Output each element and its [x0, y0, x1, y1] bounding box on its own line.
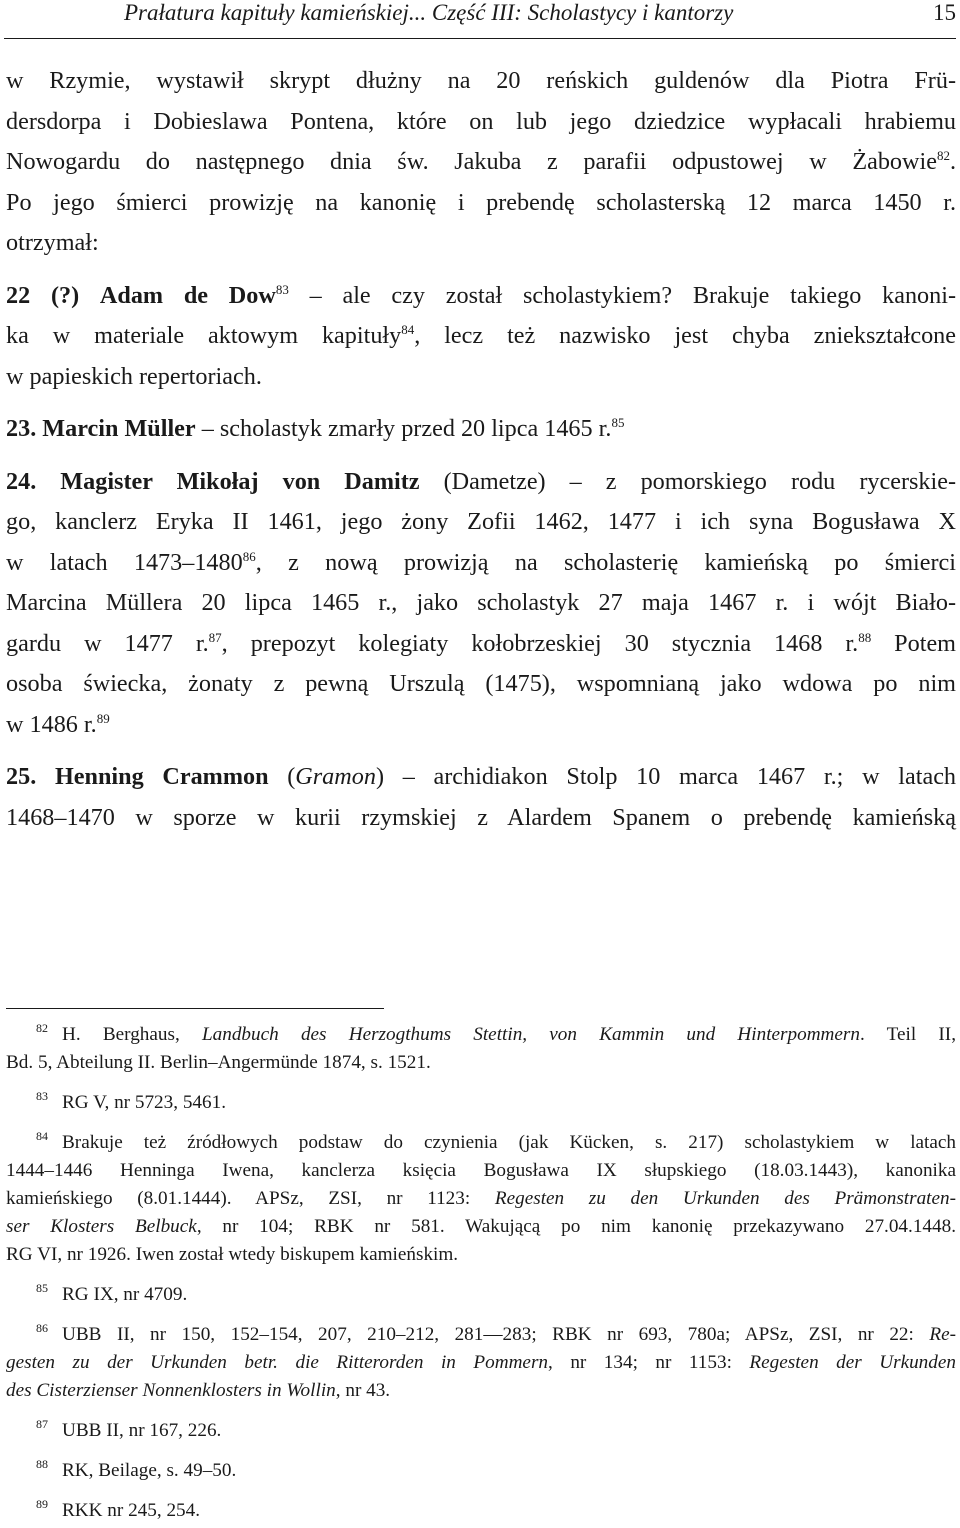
- footnote-86: 86 UBB II, nr 150, 152–154, 207, 210–212, 281—283; RBK nr 693, 780a; APSz, ZSI, nr 22: Re-: [6, 1321, 956, 1349]
- footnote-ref: 89: [96, 710, 110, 726]
- footnote-number: 89: [36, 1497, 48, 1511]
- text-line: Marcina Müllera 20 lipca 1465 r., jako scholastyk 27 maja 1467 r. i wójt Biało-: [6, 589, 956, 616]
- footnote-rule: [6, 1008, 384, 1009]
- text-line: w latach 1473–1480$^{86}$, z nową prowizją na scholasterię kamieńską po śmierci: [6, 548, 956, 576]
- text-line: osoba świecka, żonaty z pewną Urszulą (1475), wspomnianą jako wdowa po nim: [6, 670, 956, 697]
- text-line: Po jego śmierci prowizję na kanonię i prebendę scholasterską 12 marca 1450 r.: [6, 188, 956, 216]
- header-rule: [4, 38, 956, 39]
- footnote-line: RG VI, nr 1926. Iwen został wtedy biskupem kamieńskim.: [6, 1244, 459, 1265]
- text-line: gardu w 1477 r.$^{87}$, prepozyt kolegiaty kołobrzeskiej 30 stycznia 1468 r.$^{88}$ Potem: [6, 629, 956, 657]
- footnote-ref: 84: [401, 322, 415, 337]
- text-line: Nowogardu do następnego dnia św. Jakuba z parafii odpustowej w Żabowie$^{82}$.: [6, 148, 956, 175]
- footnote-line: gesten zu der Urkunden betr. die Ritterorden in Pommern, nr 134; nr 1153: Regesten der Urkunden: [6, 1352, 956, 1373]
- footnote-ref: 85: [611, 415, 625, 430]
- page-number: 15: [933, 0, 956, 25]
- text-line: w papieskich repertoriach.: [6, 362, 262, 390]
- footnote-85: 85 RG IX, nr 4709.: [6, 1281, 956, 1309]
- footnotes: [6, 1021, 956, 1525]
- footnote-82: 82 H. Berghaus, Landbuch des Herzogthums Stettin, von Kammin und Hinterpommern. Teil II,: [6, 1021, 956, 1049]
- footnote-line: Bd. 5, Abteilung II. Berlin–Angermünde 1874, s. 1521.: [6, 1052, 431, 1073]
- footnote-ref: 83: [275, 281, 289, 297]
- text-line: ka w materiale aktowym kapituły$^{84}$, lecz też nazwisko jest chyba zniekształcone: [6, 322, 956, 349]
- entry-24-line: 24. Magister Mikołaj von Damitz (Dametze) – z pomorskiego rodu rycerskie-: [6, 467, 957, 495]
- footnote-number: 87: [36, 1417, 48, 1431]
- entry-name: Henning Crammon: [54, 763, 269, 790]
- entry-number: 23.: [6, 415, 37, 442]
- text-line: go, kanclerz Eryka II 1461, jego żony Zofii 1462, 1477 i ich syna Bogusława X: [6, 508, 956, 535]
- main-text: [6, 61, 956, 838]
- entry-name: Magister Mikołaj von Damitz: [60, 467, 420, 495]
- entry-number: 22 (?): [6, 281, 80, 309]
- footnote-83: 83 RG V, nr 5723, 5461.: [6, 1089, 956, 1117]
- footnote-ref: 82: [936, 148, 950, 163]
- text-line: 1468–1470 w sporze w kurii rzymskiej z Alardem Spanem o prebendę kamieńską: [6, 803, 956, 831]
- footnote-ref: 88: [858, 629, 872, 645]
- footnote-number: 85: [36, 1281, 48, 1295]
- footnote-line: des Cisterzienser Nonnenklosters in Wollin, nr 43.: [6, 1380, 391, 1401]
- footnote-ref: 86: [242, 548, 256, 564]
- footnote-number: 83: [36, 1089, 48, 1103]
- entry-name: Marcin Müller: [42, 415, 196, 442]
- entry-number: 25.: [6, 763, 37, 790]
- footnote-number: 86: [36, 1321, 48, 1335]
- entry-23-line: 23. Marcin Müller – scholastyk zmarły przed 20 lipca 1465 r.$^{85}$: [6, 415, 625, 442]
- entry-22-line: 22 (?) Adam de Dow$^{83}$ – ale czy został scholastykiem? Brakuje takiego kanoni-: [6, 281, 956, 309]
- text-line: dersdorpa i Dobieslawa Pontena, które on lub jego dziedzice wypłacali hrabiemu: [6, 107, 956, 135]
- footnote-89: 89 RKK nr 245, 254.: [6, 1497, 956, 1525]
- footnote-line: ser Klosters Belbuck, nr 104; RBK nr 581. Wakującą po nim kanonię przekazywano 27.04.1448.: [6, 1216, 956, 1237]
- footnote-number: 82: [36, 1021, 48, 1035]
- footnote-87: 87 UBB II, nr 167, 226.: [6, 1417, 956, 1445]
- footnote-84: 84 Brakuje też źródłowych podstaw do czynienia (jak Kücken, s. 217) scholastykiem w latach: [6, 1129, 956, 1157]
- running-header: [4, 0, 956, 38]
- footnote-line: kamieńskiego (8.01.1444). APSz, ZSI, nr 1123: Regesten zu den Urkunden des Prämonstraten-: [6, 1188, 957, 1209]
- running-title: Prałatura kapituły kamieńskiej... Część III: Scholastycy i kantorzy: [124, 0, 734, 25]
- footnote-number: 88: [36, 1457, 48, 1471]
- footnote-number: 84: [36, 1129, 48, 1143]
- footnote-88: 88 RK, Beilage, s. 49–50.: [6, 1457, 956, 1485]
- entry-number: 24.: [6, 467, 37, 495]
- footnote-line: 1444–1446 Henninga Iwena, kanclerza księcia Bogusława IX słupskiego (18.03.1443), kanonika: [6, 1160, 956, 1181]
- entry-name: Adam de Dow: [99, 281, 276, 309]
- text-line: w Rzymie, wystawił skrypt dłużny na 20 reńskich guldenów dla Piotra Frü-: [6, 67, 956, 94]
- footnote-ref: 87: [208, 629, 222, 645]
- text-line: w 1486 r.$^{89}$: [6, 710, 110, 738]
- text-line: otrzymał:: [6, 229, 99, 256]
- entry-25-line: 25. Henning Crammon (Gramon) – archidiakon Stolp 10 marca 1467 r.; w latach: [6, 763, 957, 790]
